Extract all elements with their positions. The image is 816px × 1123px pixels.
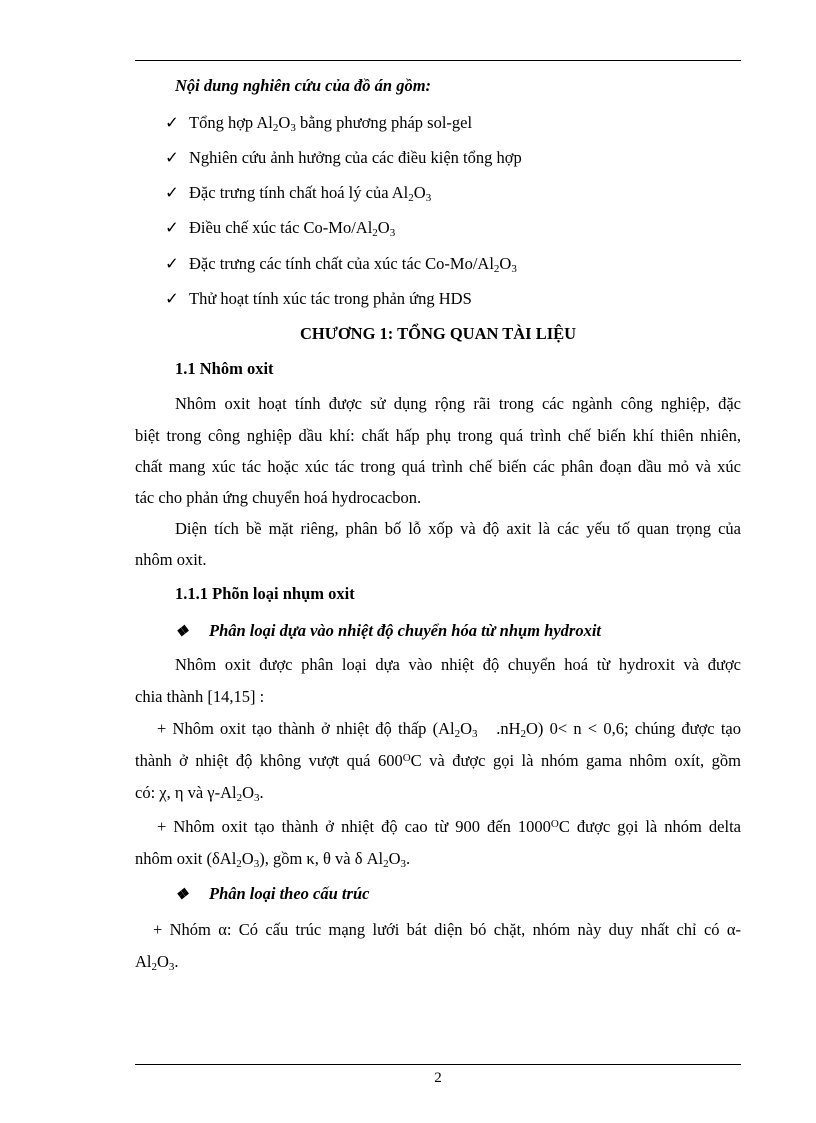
paragraph-line: + Nhóm α: Có cấu trúc mạng lưới bát diện bó chặt, nhóm này duy nhất chỉ có α- xyxy=(153,920,741,939)
list-item: ✓ Nghiên cứu ảnh hưởng của các điều kiện tổng hợp xyxy=(165,148,522,167)
diamond-bullet-icon: ❖ xyxy=(175,887,189,903)
paragraph-line: chia thành [14,15] : xyxy=(135,687,265,706)
list-item: ✓ Thử hoạt tính xúc tác trong phản ứng HDS xyxy=(165,289,472,308)
subsection-heading: 1.1.1 Phõn loại nhụm oxit xyxy=(175,584,355,603)
paragraph-line: Nhôm oxit được phân loại dựa vào nhiệt độ chuyển hoá từ hydroxit và được xyxy=(175,655,741,674)
checkmark-icon: ✓ xyxy=(165,148,179,167)
list-item: ✓ Đặc trưng các tính chất của xúc tác $Co-Mo/Al_2O_3$ xyxy=(165,254,517,275)
paragraph-line: thành ở nhiệt độ không vượt quá $600^OC$ và được gọi là nhóm gama nhôm oxít, gồm xyxy=(135,751,741,770)
paragraph-line: Diện tích bề mặt riêng, phân bố lỗ xốp và độ axit là các yếu tố quan trọng của xyxy=(175,519,741,538)
diamond-bullet-icon: ❖ xyxy=(175,624,189,640)
checkmark-icon: ✓ xyxy=(165,254,179,273)
paragraph-line: Nhôm oxit hoạt tính được sử dụng rộng rãi trong các ngành công nghiệp, đặc xyxy=(175,394,741,413)
chapter-title: CHƯƠNG 1: TỔNG QUAN TÀI LIỆU xyxy=(299,324,577,343)
footer-rule xyxy=(135,1064,741,1065)
list-item: ✓ Tổng hợp $Al_2O_3$ bằng phương pháp sol-gel xyxy=(165,113,473,134)
paragraph-line: + Nhôm oxit tạo thành ở nhiệt độ cao từ 900 đến $1000^OC$ được gọi là nhóm delta xyxy=(157,817,741,836)
intro-heading: Nội dung nghiên cứu của đồ án gồm: xyxy=(175,76,432,95)
paragraph-line: biệt trong công nghiệp dầu khí: chất hấp phụ trong quá trình chế biến khí thiên nhiên, xyxy=(135,426,741,445)
paragraph-line: + Nhôm oxit tạo thành ở nhiệt độ thấp ($Al_2O_3$ $.nH_2O$) 0< n < 0,6; chúng được tạo xyxy=(157,719,741,740)
checkmark-icon: ✓ xyxy=(165,183,179,202)
checkmark-icon: ✓ xyxy=(165,218,179,237)
page-number: 2 xyxy=(434,1070,442,1086)
checkmark-icon: ✓ xyxy=(165,289,179,308)
paragraph-line: $Al_2O_3$. xyxy=(135,952,179,973)
checkmark-icon: ✓ xyxy=(165,113,179,132)
paragraph-line: tác cho phản ứng chuyển hoá hydrocacbon. xyxy=(135,488,422,507)
section-heading: 1.1 Nhôm oxit xyxy=(175,359,274,378)
header-rule xyxy=(135,60,741,61)
paragraph-line: nhôm oxit. xyxy=(135,550,207,569)
paragraph-line: chất mang xúc tác hoặc xúc tác trong quá trình chế biến các phân đoạn dầu mỏ và xúc xyxy=(135,457,741,476)
paragraph-line: nhôm oxit $(\delta Al_2O_3)$, gồm κ, θ và δ $Al_2O_3$. xyxy=(135,849,411,870)
sub-heading: ❖ Phân loại dựa vào nhiệt độ chuyển hóa từ nhụm hydroxit xyxy=(175,620,741,643)
sub-heading: ❖ Phân loại theo cấu trúc xyxy=(175,883,741,906)
list-item: ✓ Đặc trưng tính chất hoá lý của $Al_2O_3$ xyxy=(165,183,432,204)
list-item: ✓ Điều chế xúc tác $Co-Mo/Al_2O_3$ xyxy=(165,218,396,239)
paragraph-line: có: χ, η và $\gamma-Al_2O_3$. xyxy=(135,783,264,804)
